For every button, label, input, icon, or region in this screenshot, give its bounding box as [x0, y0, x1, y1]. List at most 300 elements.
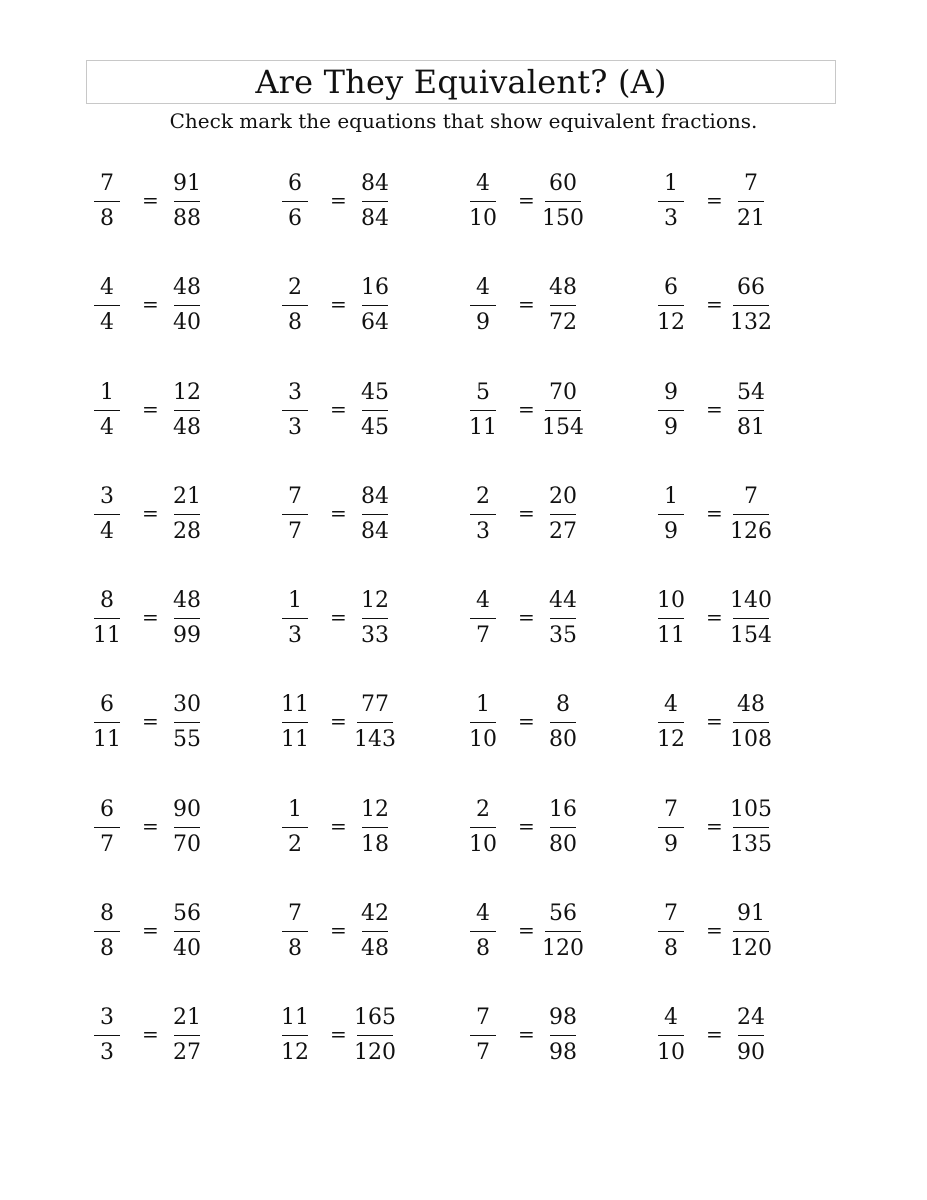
equals-sign: = — [706, 918, 723, 943]
right-fraction — [716, 1004, 786, 1067]
numerator: 91 — [737, 901, 765, 927]
denominator: 143 — [354, 727, 396, 753]
numerator: 84 — [361, 483, 389, 509]
equation-item[interactable] — [448, 1004, 636, 1108]
fraction-bar — [470, 722, 496, 723]
denominator: 2 — [288, 831, 302, 857]
equation-item[interactable] — [72, 170, 260, 274]
numerator: 66 — [737, 275, 765, 301]
denominator: 150 — [542, 206, 584, 231]
equation-item[interactable] — [448, 796, 636, 900]
numerator: 4 — [476, 901, 490, 927]
fraction-bar — [470, 618, 496, 619]
left-fraction — [72, 587, 142, 650]
fraction-bar — [94, 1035, 120, 1036]
fraction-bar — [545, 201, 581, 202]
denominator: 154 — [730, 623, 772, 649]
denominator: 11 — [657, 623, 685, 649]
numerator: 4 — [476, 171, 490, 196]
right-fraction — [152, 900, 222, 963]
numerator: 9 — [664, 379, 678, 405]
denominator: 40 — [173, 310, 201, 336]
equation-item[interactable] — [636, 483, 824, 587]
equation-item[interactable] — [448, 379, 636, 483]
denominator: 120 — [730, 936, 772, 962]
numerator: 8 — [100, 588, 114, 614]
fraction-bar — [282, 1035, 308, 1036]
fraction-bar — [733, 514, 769, 515]
equals-sign: = — [330, 1022, 347, 1047]
fraction-bar — [658, 722, 684, 723]
fraction-bar — [550, 514, 576, 515]
fraction-bar — [658, 201, 684, 202]
denominator: 10 — [469, 206, 497, 231]
equation-item[interactable] — [636, 900, 824, 1004]
denominator: 45 — [361, 414, 389, 440]
fraction-bar — [733, 305, 769, 306]
equation-item[interactable] — [72, 900, 260, 1004]
denominator: 12 — [657, 310, 685, 336]
fraction-bar — [94, 305, 120, 306]
equation-item[interactable] — [72, 691, 260, 795]
equals-sign: = — [142, 813, 159, 838]
fraction-bar — [362, 305, 388, 306]
denominator: 120 — [354, 1040, 396, 1066]
numerator: 48 — [549, 275, 577, 301]
right-fraction — [340, 900, 410, 963]
left-fraction — [260, 483, 330, 546]
right-fraction — [716, 170, 786, 233]
denominator: 3 — [288, 414, 302, 440]
denominator: 18 — [361, 831, 389, 857]
equals-sign: = — [706, 292, 723, 317]
numerator: 1 — [476, 692, 490, 718]
fraction-bar — [550, 305, 576, 306]
right-fraction — [152, 691, 222, 754]
fraction-bar — [174, 514, 200, 515]
fraction-bar — [545, 931, 581, 932]
fraction-bar — [658, 931, 684, 932]
denominator: 98 — [549, 1040, 577, 1066]
equals-sign: = — [706, 709, 723, 734]
numerator: 54 — [737, 379, 765, 405]
fraction-bar — [282, 722, 308, 723]
denominator: 120 — [542, 936, 584, 962]
numerator: 4 — [100, 275, 114, 301]
equation-item[interactable] — [636, 796, 824, 900]
denominator: 9 — [664, 831, 678, 857]
numerator: 70 — [549, 379, 577, 405]
denominator: 10 — [657, 1040, 685, 1066]
fraction-bar — [174, 201, 200, 202]
numerator: 3 — [100, 1005, 114, 1031]
fraction-bar — [174, 827, 200, 828]
equation-item[interactable] — [636, 274, 824, 378]
denominator: 8 — [288, 310, 302, 336]
fraction-bar — [362, 618, 388, 619]
numerator: 4 — [476, 588, 490, 614]
denominator: 80 — [549, 831, 577, 857]
left-fraction — [636, 379, 706, 442]
fraction-bar — [282, 410, 308, 411]
right-fraction — [528, 796, 598, 859]
fraction-bar — [362, 410, 388, 411]
fraction-bar — [94, 722, 120, 723]
right-fraction — [528, 483, 598, 546]
numerator: 4 — [476, 275, 490, 301]
right-fraction — [716, 691, 786, 754]
equals-sign: = — [142, 709, 159, 734]
left-fraction — [448, 1004, 518, 1067]
left-fraction — [448, 587, 518, 650]
left-fraction — [636, 483, 706, 546]
right-fraction — [716, 274, 786, 337]
denominator: 154 — [542, 414, 584, 440]
left-fraction — [636, 587, 706, 650]
fraction-bar — [174, 1035, 200, 1036]
left-fraction — [448, 170, 518, 233]
fraction-bar — [658, 618, 684, 619]
numerator: 140 — [730, 588, 772, 614]
numerator: 77 — [361, 692, 389, 718]
left-fraction — [72, 483, 142, 546]
fraction-bar — [658, 410, 684, 411]
left-fraction — [448, 379, 518, 442]
numerator: 44 — [549, 588, 577, 614]
numerator: 21 — [173, 483, 201, 509]
left-fraction — [448, 274, 518, 337]
left-fraction — [260, 900, 330, 963]
right-fraction — [152, 379, 222, 442]
fraction-bar — [658, 514, 684, 515]
left-fraction — [636, 796, 706, 859]
equals-sign: = — [142, 1022, 159, 1047]
numerator: 42 — [361, 901, 389, 927]
numerator: 11 — [281, 1005, 309, 1031]
right-fraction — [716, 796, 786, 859]
right-fraction — [340, 483, 410, 546]
fraction-bar — [94, 201, 120, 202]
equation-item[interactable] — [448, 587, 636, 691]
fraction-bar — [362, 827, 388, 828]
numerator: 1 — [664, 171, 678, 196]
fraction-bar — [174, 618, 200, 619]
left-fraction — [636, 900, 706, 963]
denominator: 6 — [288, 206, 302, 231]
right-fraction — [152, 274, 222, 337]
numerator: 48 — [737, 692, 765, 718]
denominator: 3 — [664, 206, 678, 231]
fraction-bar — [174, 722, 200, 723]
numerator: 24 — [737, 1005, 765, 1031]
fraction-bar — [470, 305, 496, 306]
denominator: 99 — [173, 623, 201, 649]
fraction-bar — [282, 201, 308, 202]
equals-sign: = — [330, 188, 347, 212]
denominator: 12 — [281, 1040, 309, 1066]
denominator: 4 — [100, 414, 114, 440]
numerator: 3 — [100, 483, 114, 509]
fraction-bar — [550, 1035, 576, 1036]
numerator: 6 — [664, 275, 678, 301]
equation-item[interactable] — [260, 379, 448, 483]
fraction-bar — [362, 514, 388, 515]
equation-item[interactable] — [260, 170, 448, 274]
equation-item[interactable] — [72, 274, 260, 378]
numerator: 16 — [549, 796, 577, 822]
equals-sign: = — [518, 188, 535, 212]
denominator: 81 — [737, 414, 765, 440]
numerator: 84 — [361, 171, 389, 196]
equals-sign: = — [330, 292, 347, 317]
numerator: 12 — [173, 379, 201, 405]
denominator: 7 — [476, 623, 490, 649]
numerator: 48 — [173, 588, 201, 614]
fraction-bar — [550, 722, 576, 723]
fraction-bar — [94, 514, 120, 515]
fraction-bar — [94, 827, 120, 828]
numerator: 56 — [173, 901, 201, 927]
left-fraction — [636, 691, 706, 754]
equals-sign: = — [142, 918, 159, 943]
right-fraction — [152, 170, 222, 233]
equation-item[interactable] — [260, 274, 448, 378]
denominator: 35 — [549, 623, 577, 649]
left-fraction — [72, 274, 142, 337]
right-fraction — [528, 379, 598, 442]
fraction-bar — [362, 931, 388, 932]
fraction-bar — [174, 305, 200, 306]
denominator: 3 — [288, 623, 302, 649]
left-fraction — [72, 796, 142, 859]
fraction-bar — [470, 514, 496, 515]
denominator: 8 — [100, 936, 114, 962]
numerator: 165 — [354, 1005, 396, 1031]
equation-item[interactable] — [260, 900, 448, 1004]
equation-item[interactable] — [636, 587, 824, 691]
fraction-bar — [357, 722, 393, 723]
numerator: 7 — [288, 901, 302, 927]
numerator: 10 — [657, 588, 685, 614]
numerator: 6 — [100, 692, 114, 718]
right-fraction — [340, 379, 410, 442]
equals-sign: = — [330, 605, 347, 630]
equation-item[interactable] — [260, 691, 448, 795]
fraction-bar — [550, 827, 576, 828]
equals-sign: = — [142, 292, 159, 317]
numerator: 7 — [100, 171, 114, 196]
equals-sign: = — [518, 500, 535, 525]
equals-sign: = — [706, 813, 723, 838]
fraction-bar — [94, 618, 120, 619]
equation-item[interactable] — [636, 170, 824, 274]
fraction-bar — [658, 827, 684, 828]
left-fraction — [636, 274, 706, 337]
left-fraction — [260, 796, 330, 859]
denominator: 135 — [730, 831, 772, 857]
fraction-bar — [738, 201, 764, 202]
right-fraction — [340, 1004, 410, 1067]
equation-item[interactable] — [260, 796, 448, 900]
fraction-bar — [733, 722, 769, 723]
equation-item[interactable] — [72, 483, 260, 587]
equals-sign: = — [330, 709, 347, 734]
equals-sign: = — [706, 500, 723, 525]
fraction-bar — [733, 931, 769, 932]
equation-item[interactable] — [636, 379, 824, 483]
numerator: 4 — [664, 692, 678, 718]
fraction-bar — [545, 410, 581, 411]
numerator: 1 — [288, 796, 302, 822]
equals-sign: = — [706, 1022, 723, 1047]
fraction-bar — [282, 305, 308, 306]
fraction-bar — [470, 410, 496, 411]
left-fraction — [448, 483, 518, 546]
equals-sign: = — [330, 396, 347, 421]
fraction-bar — [550, 618, 576, 619]
denominator: 8 — [476, 936, 490, 962]
equals-sign: = — [518, 918, 535, 943]
denominator: 80 — [549, 727, 577, 753]
denominator: 11 — [469, 414, 497, 440]
problem-grid — [72, 170, 832, 1109]
fraction-bar — [738, 1035, 764, 1036]
right-fraction — [716, 900, 786, 963]
numerator: 45 — [361, 379, 389, 405]
equals-sign: = — [518, 396, 535, 421]
right-fraction — [716, 483, 786, 546]
numerator: 6 — [100, 796, 114, 822]
numerator: 5 — [476, 379, 490, 405]
denominator: 48 — [361, 936, 389, 962]
denominator: 132 — [730, 310, 772, 336]
numerator: 2 — [288, 275, 302, 301]
denominator: 7 — [100, 831, 114, 857]
denominator: 4 — [100, 518, 114, 544]
page-title: Are They Equivalent? (A) — [255, 63, 667, 101]
right-fraction — [152, 1004, 222, 1067]
equation-item[interactable] — [72, 587, 260, 691]
numerator: 7 — [744, 483, 758, 509]
equation-item[interactable] — [260, 483, 448, 587]
fraction-bar — [174, 410, 200, 411]
denominator: 108 — [730, 727, 772, 753]
right-fraction — [528, 691, 598, 754]
denominator: 11 — [281, 727, 309, 753]
equals-sign: = — [518, 605, 535, 630]
equation-item[interactable] — [72, 796, 260, 900]
right-fraction — [340, 691, 410, 754]
fraction-bar — [282, 931, 308, 932]
right-fraction — [340, 274, 410, 337]
numerator: 48 — [173, 275, 201, 301]
right-fraction — [340, 587, 410, 650]
numerator: 6 — [288, 171, 302, 196]
numerator: 7 — [744, 171, 758, 196]
denominator: 7 — [476, 1040, 490, 1066]
numerator: 8 — [556, 692, 570, 718]
equation-item[interactable] — [448, 483, 636, 587]
fraction-bar — [733, 618, 769, 619]
numerator: 2 — [476, 796, 490, 822]
left-fraction — [260, 379, 330, 442]
denominator: 84 — [361, 206, 389, 231]
numerator: 1 — [288, 588, 302, 614]
denominator: 9 — [476, 310, 490, 336]
fraction-bar — [470, 931, 496, 932]
right-fraction — [152, 796, 222, 859]
equals-sign: = — [142, 500, 159, 525]
numerator: 91 — [173, 171, 201, 196]
equation-item[interactable] — [636, 691, 824, 795]
left-fraction — [72, 691, 142, 754]
numerator: 98 — [549, 1005, 577, 1031]
denominator: 64 — [361, 310, 389, 336]
equation-item[interactable] — [448, 691, 636, 795]
equals-sign: = — [518, 813, 535, 838]
fraction-bar — [174, 931, 200, 932]
fraction-bar — [362, 201, 388, 202]
equation-item[interactable] — [448, 274, 636, 378]
left-fraction — [72, 170, 142, 233]
numerator: 21 — [173, 1005, 201, 1031]
numerator: 7 — [288, 483, 302, 509]
equation-item[interactable] — [72, 1004, 260, 1108]
denominator: 4 — [100, 310, 114, 336]
left-fraction — [260, 1004, 330, 1067]
denominator: 27 — [549, 518, 577, 544]
numerator: 60 — [549, 171, 577, 196]
fraction-bar — [282, 827, 308, 828]
fraction-bar — [94, 931, 120, 932]
instructions: Check mark the equations that show equivalent fractions. — [169, 109, 758, 133]
denominator: 126 — [730, 518, 772, 544]
left-fraction — [636, 1004, 706, 1067]
equation-item[interactable] — [260, 587, 448, 691]
numerator: 1 — [100, 379, 114, 405]
left-fraction — [636, 170, 706, 233]
right-fraction — [716, 587, 786, 650]
denominator: 8 — [288, 936, 302, 962]
equation-item[interactable] — [636, 1004, 824, 1108]
fraction-bar — [470, 827, 496, 828]
denominator: 11 — [93, 623, 121, 649]
title-box — [86, 60, 836, 104]
left-fraction — [260, 170, 330, 233]
denominator: 8 — [100, 206, 114, 231]
equals-sign: = — [518, 1022, 535, 1047]
fraction-bar — [733, 827, 769, 828]
equals-sign: = — [518, 292, 535, 317]
denominator: 90 — [737, 1040, 765, 1066]
denominator: 40 — [173, 936, 201, 962]
equation-item[interactable] — [448, 900, 636, 1004]
denominator: 33 — [361, 623, 389, 649]
left-fraction — [448, 691, 518, 754]
equation-item[interactable] — [72, 379, 260, 483]
left-fraction — [260, 274, 330, 337]
equals-sign: = — [330, 500, 347, 525]
right-fraction — [528, 1004, 598, 1067]
numerator: 2 — [476, 483, 490, 509]
equation-item[interactable] — [448, 170, 636, 274]
numerator: 11 — [281, 692, 309, 718]
equation-item[interactable] — [260, 1004, 448, 1108]
equals-sign: = — [142, 396, 159, 421]
fraction-bar — [738, 410, 764, 411]
numerator: 1 — [664, 483, 678, 509]
fraction-bar — [658, 1035, 684, 1036]
